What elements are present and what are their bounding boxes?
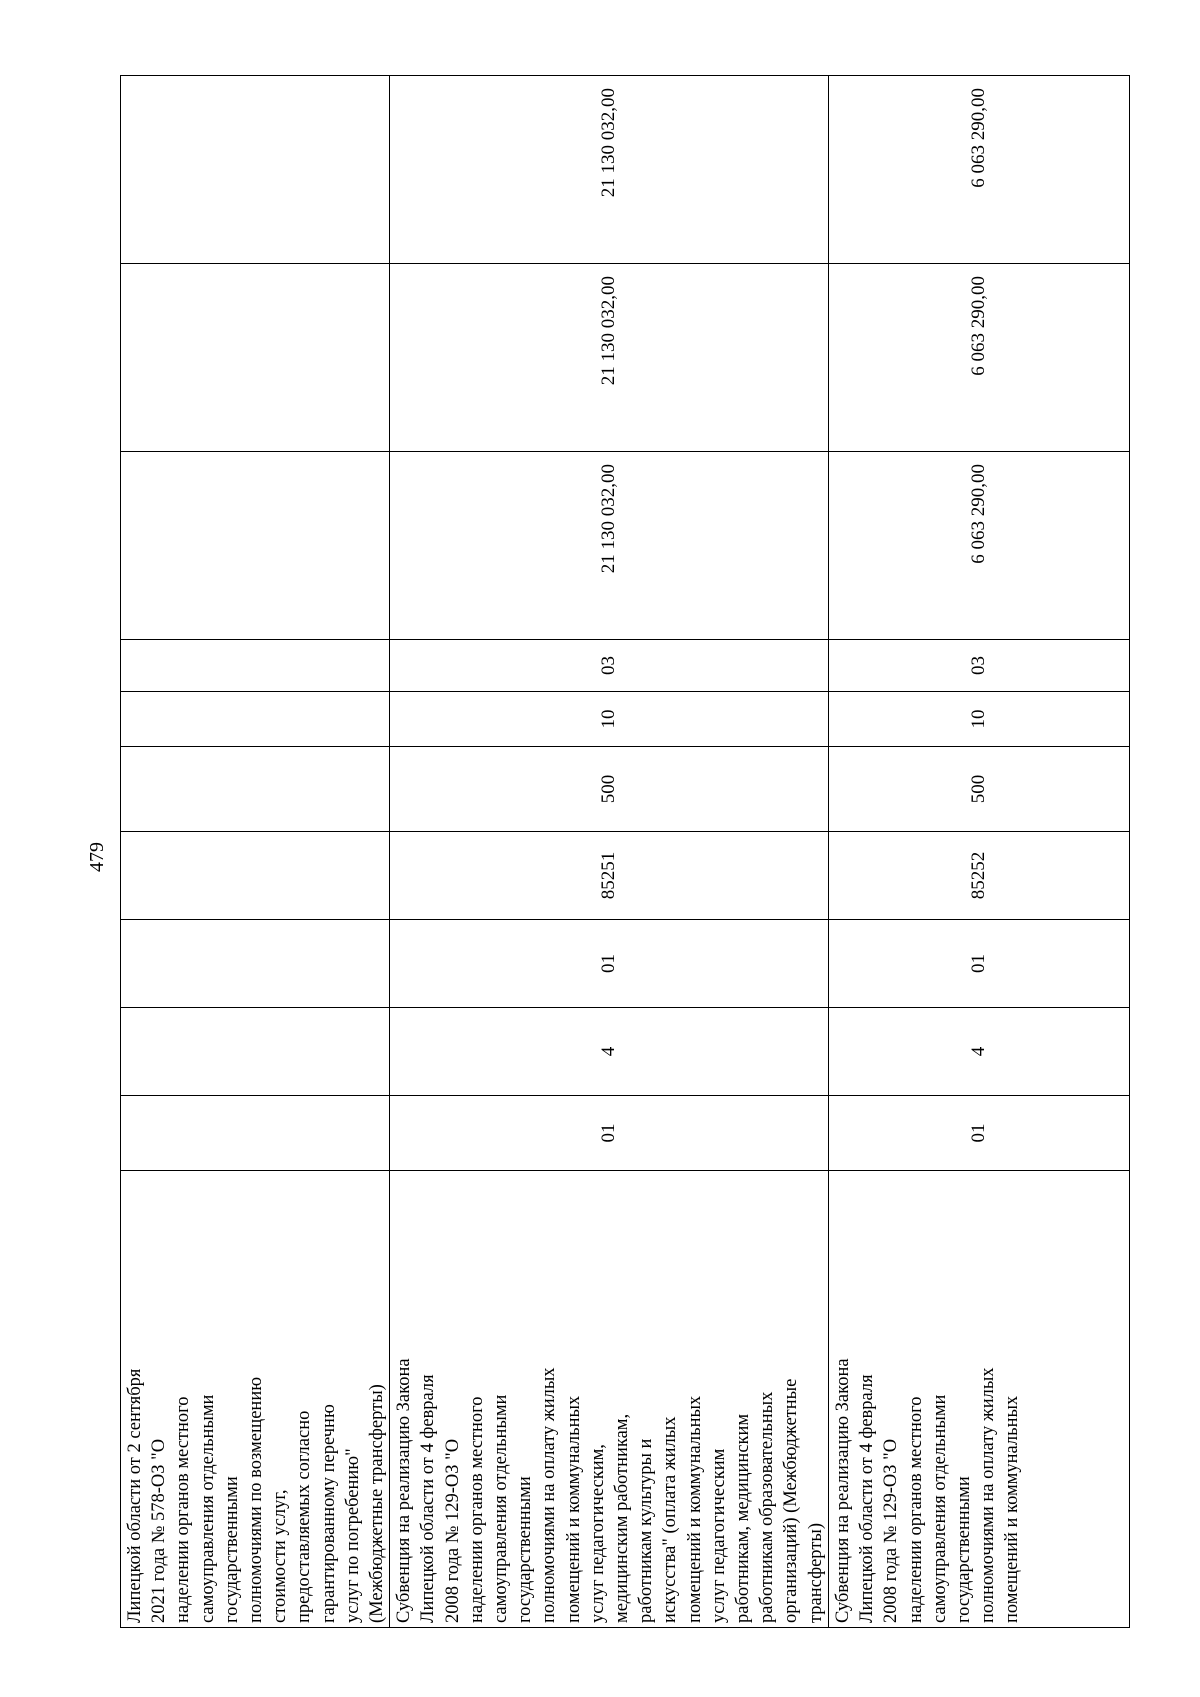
amount-cell: 21 130 032,00 xyxy=(390,76,829,264)
table-row xyxy=(828,76,1129,1628)
code-cell: 03 xyxy=(828,640,1129,692)
amount-cell xyxy=(121,76,390,264)
row-description: Липецкой области от 2 сентября 2021 года № 578-ОЗ "О наделении органов местного самоуправления отдельными государственными полномочиями по возмещению стоимости услуг, предоставляемых согласно гарантированному перечню услуг по погребению" (Межбюджетные трансферты) xyxy=(121,1171,390,1628)
code-cell: 500 xyxy=(828,747,1129,832)
code-cell: 03 xyxy=(390,640,829,692)
amount-cell xyxy=(121,264,390,452)
code-cell: 01 xyxy=(390,920,829,1008)
row-description: Субвенция на реализацию Закона Липецкой области от 4 февраля 2008 года № 129-ОЗ "О наделении органов местного самоуправления отдельными государственными полномочиями на оплату жилых помещений и коммунальных услуг педагогическим, медицинским работникам, работникам культуры и искусства" (оплата жилых помещений и коммунальных услуг педагогическим работникам, медицинским работникам образовательных организаций) (Межбюджетные трансферты) xyxy=(390,1171,829,1628)
code-cell: 01 xyxy=(828,1096,1129,1171)
code-cell: 85252 xyxy=(828,832,1129,920)
code-cell xyxy=(121,747,390,832)
amount-cell: 6 063 290,00 xyxy=(828,76,1129,264)
budget-table xyxy=(120,75,1130,1628)
code-cell xyxy=(121,640,390,692)
code-cell: 01 xyxy=(390,1096,829,1171)
amount-cell: 6 063 290,00 xyxy=(828,264,1129,452)
code-cell: 500 xyxy=(390,747,829,832)
code-cell xyxy=(121,692,390,747)
amount-cell: 6 063 290,00 xyxy=(828,452,1129,640)
code-cell: 01 xyxy=(828,920,1129,1008)
amount-cell: 21 130 032,00 xyxy=(390,452,829,640)
code-cell: 10 xyxy=(390,692,829,747)
page-number: 479 xyxy=(86,842,108,872)
rotated-table-container xyxy=(120,76,1120,1628)
code-cell: 4 xyxy=(390,1008,829,1096)
code-cell xyxy=(121,920,390,1008)
table-row xyxy=(121,76,390,1628)
code-cell xyxy=(121,1096,390,1171)
table-row xyxy=(390,76,829,1628)
row-description: Субвенция на реализацию Закона Липецкой области от 4 февраля 2008 года № 129-ОЗ "О наделении органов местного самоуправления отдельными государственными полномочиями на оплату жилых помещений и коммунальных xyxy=(828,1171,1129,1628)
amount-cell: 21 130 032,00 xyxy=(390,264,829,452)
code-cell: 85251 xyxy=(390,832,829,920)
code-cell xyxy=(121,1008,390,1096)
code-cell: 4 xyxy=(828,1008,1129,1096)
code-cell xyxy=(121,832,390,920)
code-cell: 10 xyxy=(828,692,1129,747)
amount-cell xyxy=(121,452,390,640)
